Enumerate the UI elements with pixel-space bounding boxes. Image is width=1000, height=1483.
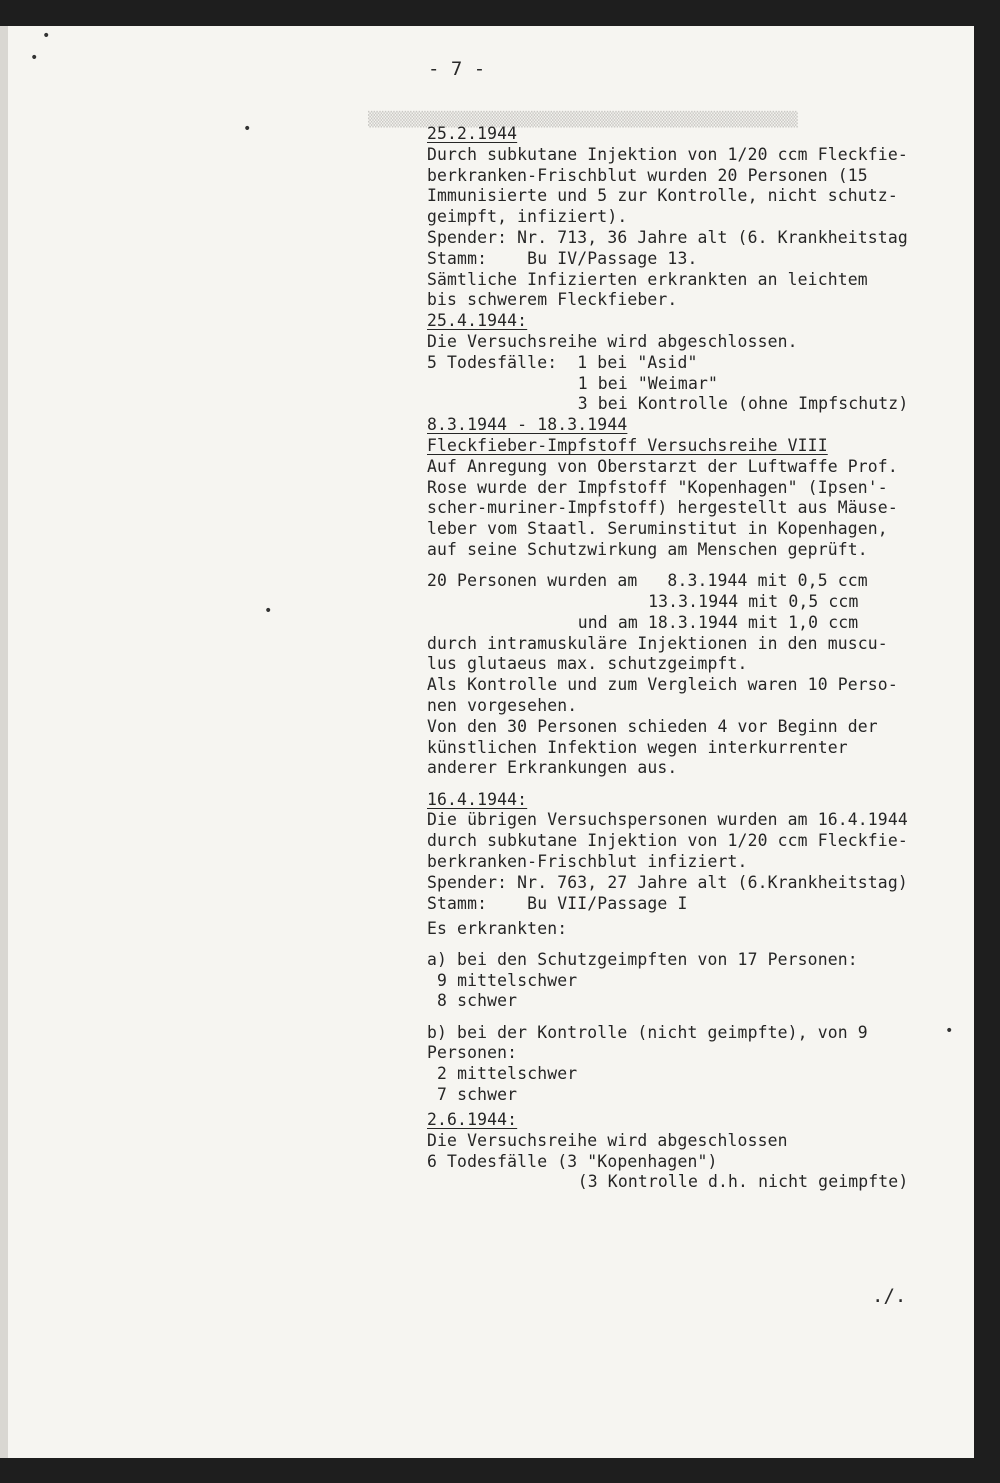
bleed-through-shadow: ▒▒▒▒▒▒▒▒▒▒▒▒▒▒▒▒▒▒▒▒▒▒▒▒▒▒▒▒▒▒▒▒▒▒▒▒▒▒▒▒▒▒▒▒▒▒▒▒▒▒▒ xyxy=(368,112,798,128)
text-line: durch intramuskuläre Injektionen in den muscu- xyxy=(427,633,888,653)
text-line: bis schwerem Fleckfieber. xyxy=(427,290,678,310)
text-line: 5 Todesfälle: 1 bei "Asid" xyxy=(427,352,698,372)
text-line: Personen: xyxy=(427,1043,518,1063)
text-line: 20 Personen wurden am 8.3.1944 mit 0,5 ccm xyxy=(427,571,868,591)
text-line: Spender: Nr. 763, 27 Jahre alt (6.Krankheitstag) xyxy=(427,872,908,892)
text-line: berkranken-Frischblut infiziert. xyxy=(427,852,748,871)
text-line: Durch subkutane Injektion von 1/20 ccm Fleckfie- xyxy=(427,144,908,164)
text-line: auf seine Schutzwirkung am Menschen geprüft. xyxy=(427,540,868,559)
text-line: 8 schwer xyxy=(437,991,518,1011)
text-line: berkranken-Frischblut wurden 20 Personen (15 xyxy=(427,165,868,185)
text-line: Die übrigen Versuchspersonen wurden am 16.4.1944 xyxy=(427,810,908,830)
punch-dot-mark: • xyxy=(42,28,51,44)
text-line: (3 Kontrolle d.h. nicht geimpfte) xyxy=(577,1172,909,1192)
text-line: 6 Todesfälle (3 "Kopenhagen") xyxy=(427,1151,718,1171)
section-heading: 8.3.1944 - 18.3.1944 xyxy=(427,415,628,435)
paper-left-edge xyxy=(0,26,8,1458)
section-heading: 16.4.1944: xyxy=(427,789,528,809)
text-line: scher-muriner-Impfstoff) hergestellt aus Mäuse- xyxy=(427,498,898,518)
text-line: Sämtliche Infizierten erkrankten an leichtem xyxy=(427,269,868,289)
text-line: Als Kontrolle und zum Vergleich waren 10 Perso- xyxy=(427,675,898,695)
text-line: 13.3.1944 mit 0,5 ccm xyxy=(648,592,859,611)
text-line: künstlichen Infektion wegen interkurrenter xyxy=(427,737,848,757)
text-line: anderer Erkrankungen aus. xyxy=(427,758,678,778)
text-line: Immunisierte und 5 zur Kontrolle, nicht schutz- xyxy=(427,186,898,206)
punch-dot-mark: • xyxy=(243,121,252,137)
section-heading: 25.2.1944 xyxy=(427,124,518,143)
text-line: durch subkutane Injektion von 1/20 ccm Fleckfie- xyxy=(427,831,908,851)
continuation-mark: ./. xyxy=(872,1285,907,1307)
text-line: Die Versuchsreihe wird abgeschlossen xyxy=(427,1130,788,1150)
text-line: Die Versuchsreihe wird abgeschlossen. xyxy=(427,332,798,351)
punch-dot-mark: • xyxy=(30,50,39,66)
text-line: Von den 30 Personen schieden 4 vor Beginn der xyxy=(427,716,878,736)
text-line: Rose wurde der Impfstoff "Kopenhagen" (Ipsen'- xyxy=(427,477,888,497)
text-line: 7 schwer xyxy=(437,1084,518,1104)
text-line: 2 mittelschwer xyxy=(437,1064,578,1084)
text-line: und am 18.3.1944 mit 1,0 ccm xyxy=(577,612,859,632)
section-heading: 25.4.1944: xyxy=(427,311,528,331)
text-line: b) bei der Kontrolle (nicht geimpfte), von 9 xyxy=(427,1022,868,1042)
text-line: Auf Anregung von Oberstarzt der Luftwaffe Prof. xyxy=(427,456,898,476)
punch-dot-mark: • xyxy=(264,603,273,619)
punch-dot-mark: • xyxy=(945,1023,954,1039)
text-line: geimpft, infiziert). xyxy=(427,207,628,227)
text-line: nen vorgesehen. xyxy=(427,696,578,715)
text-line: Spender: Nr. 713, 36 Jahre alt (6. Krankheitstag xyxy=(427,228,908,247)
section-heading: Fleckfieber-Impfstoff Versuchsreihe VIII xyxy=(427,436,828,455)
section-heading: 2.6.1944: xyxy=(427,1109,518,1129)
text-line: Stamm: Bu IV/Passage 13. xyxy=(427,248,698,268)
text-line: 9 mittelschwer xyxy=(437,970,578,990)
text-line: 3 bei Kontrolle (ohne Impfschutz) xyxy=(577,394,909,414)
text-line: lus glutaeus max. schutzgeimpft. xyxy=(427,654,748,674)
text-line: leber vom Staatl. Seruminstitut in Kopenhagen, xyxy=(427,519,888,539)
text-line: Es erkrankten: xyxy=(427,918,568,938)
text-line: Stamm: Bu VII/Passage I xyxy=(427,893,688,913)
text-line: 1 bei "Weimar" xyxy=(577,373,719,393)
page-number: - 7 - xyxy=(428,58,486,80)
text-line: a) bei den Schutzgeimpften von 17 Personen: xyxy=(427,949,858,969)
